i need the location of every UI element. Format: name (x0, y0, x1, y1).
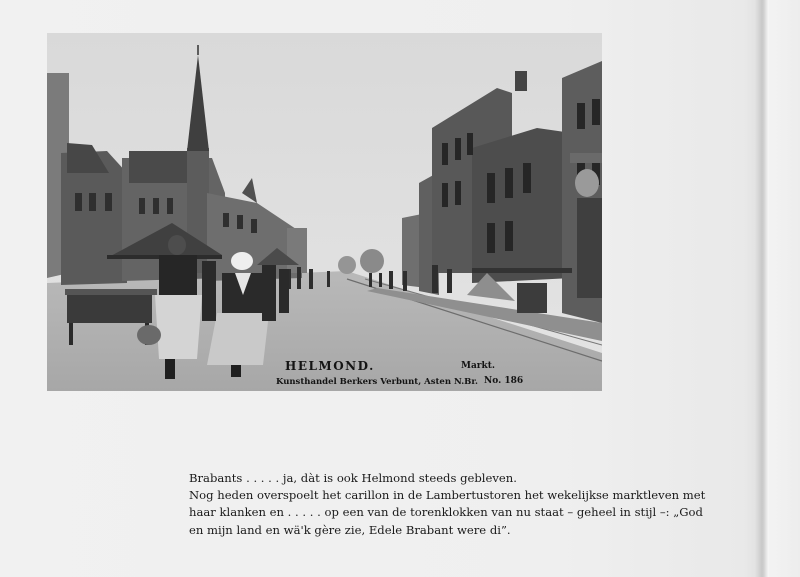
market-street-scene (47, 33, 602, 391)
caption-number: No. 186 (484, 376, 524, 386)
caption-city: HELMOND. (285, 359, 375, 373)
text-line: Nog heden overspoelt het carillon in de Lambertustoren het wekelijkse marktleven met (189, 488, 706, 503)
body-text (189, 470, 729, 539)
caption-publisher: Kunsthandel Berkers Verbunt, Asten N.Br. (276, 377, 478, 387)
historic-postcard-photo (47, 33, 602, 391)
page-fold-shadow (755, 0, 769, 577)
text-line: Brabants . . . . . ja, dàt is ook Helmond steeds gebleven. (189, 471, 517, 485)
text-line: haar klanken en . . . . . op een van de torenklokken van nu staat – geheel in stijl –: „God (189, 505, 703, 520)
caption-place: Markt. (461, 361, 496, 371)
text-line: en mijn land en wä'k gère zie, Edele Brabant were di”. (189, 522, 511, 537)
